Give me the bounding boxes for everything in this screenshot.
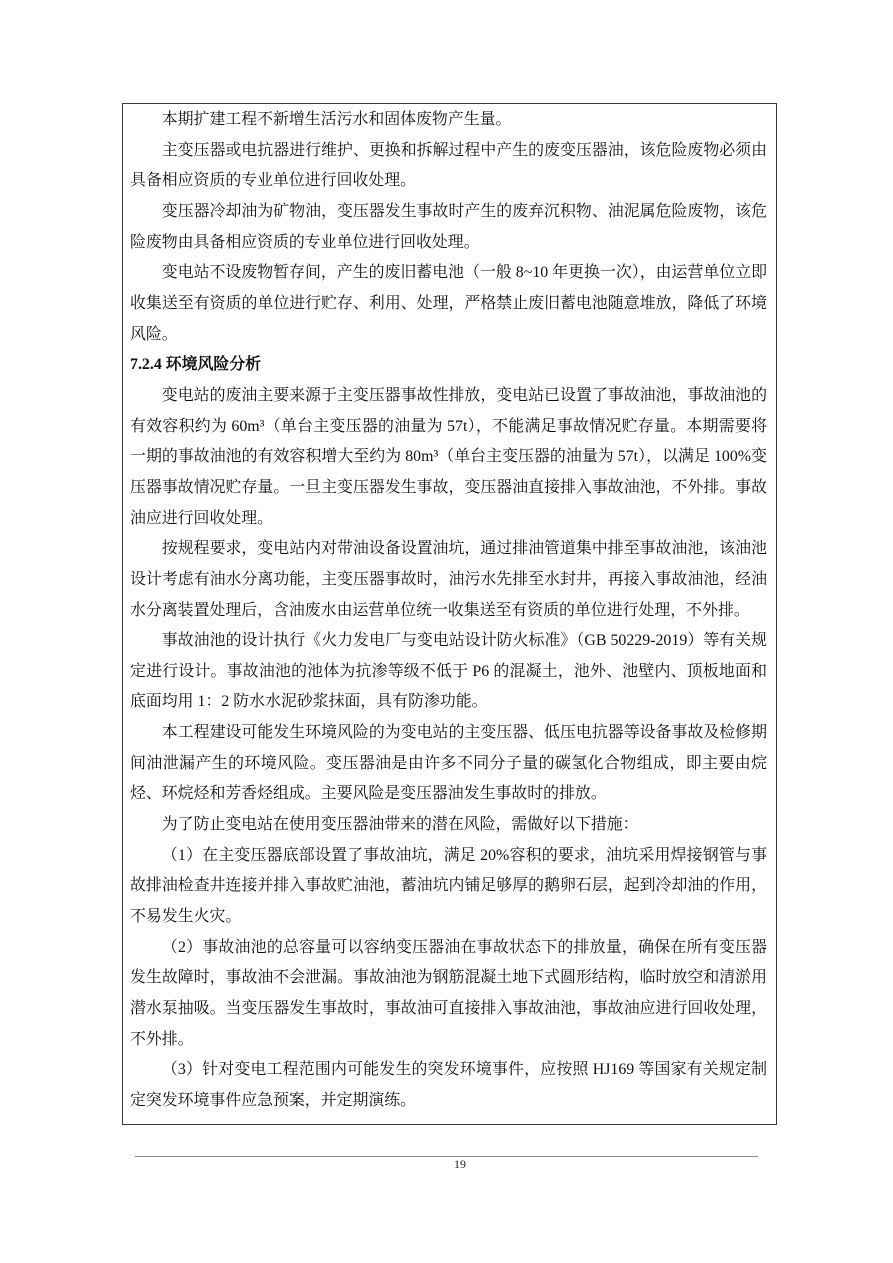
paragraph: 按规程要求，变电站内对带油设备设置油坑，通过排油管道集中排至事故油池，该油池设计考虑有油水分离功能，主变压器事故时，油污水先排至水封井，再接入事故油池，经油水分离装置处理后，含油废水由运营单位统一收集送至有资质的单位进行处理，不外排。 [130,540,767,619]
paragraph: 为了防止变电站在使用变压器油带来的潜在风险，需做好以下措施： [161,816,639,834]
content-box [122,103,777,1125]
paragraph: 本工程建设可能发生环境风险的为变电站的主变压器、低压电抗器等设备事故及检修期间油泄漏产生的环境风险。变压器油是由许多不同分子量的碳氢化合物组成，即主要由烷烃、环烷烃和芳香烃组成。主要风险是变压器油发生事故时的排放。 [130,724,767,803]
paragraph: 变电站不设废物暂存间，产生的废旧蓄电池（一般 8~10 年更换一次），由运营单位立即收集送至有资质的单位进行贮存、利用、处理，严格禁止废旧蓄电池随意堆放，降低了环境风险。 [130,264,767,343]
section-heading: 7.2.4 环境风险分析 [130,356,262,374]
measure-item: （2）事故油池的总容量可以容纳变压器油在事故状态下的排放量，确保在所有变压器发生故障时，事故油不会泄漏。事故油池为钢筋混凝土地下式圆形结构，临时放空和清淤用潜水泵抽吸。当变压器发生事故时，事故油可直接排入事故油池，事故油应进行回收处理，不外排。 [130,938,767,1048]
paragraph: 主变压器或电抗器进行维护、更换和拆解过程中产生的废变压器油，该危险废物必须由具备相应资质的专业单位进行回收处理。 [130,141,767,190]
page-number: 19 [454,1157,466,1171]
paragraph: 事故油池的设计执行《火力发电厂与变电站设计防火标准》（GB 50229-2019）等有关规定进行设计。事故油池的池体为抗渗等级不低于 P6 的混凝土，池外、池壁内、顶板地面和底面均用 1：2 防水水泥砂浆抹面，具有防渗功能。 [130,632,767,711]
paragraph: 变压器冷却油为矿物油，变压器发生事故时产生的废弃沉积物、油泥属危险废物，该危险废物由具备相应资质的专业单位进行回收处理。 [130,202,767,251]
paragraph: 本期扩建工程不新增生活污水和固体废物产生量。 [161,111,512,128]
measure-item: （3）针对变电工程范围内可能发生的突发环境事件，应按照 HJ169 等国家有关规定制定突发环境事件应急预案，并定期演练。 [130,1061,767,1109]
measure-item: （1）在主变压器底部设置了事故油坑，满足 20%容积的要求，油坑采用焊接钢管与事故排油检查井连接并排入事故贮油池，蓄油坑内铺足够厚的鹅卵石层，起到冷却油的作用，不易发生火灾。 [130,846,767,926]
paragraph: 变电站的废油主要来源于主变压器事故性排放，变电站已设置了事故油池，事故油池的有效容积约为 60m³（单台主变压器的油量为 57t），不能满足事故情况贮存量。本期需要将一期的事故油池的有效容积增大至约为 80m³（单台主变压器的油量为 57t），以满足 100%变压器事故情况贮存量。一旦主变压器发生事故，变压器油直接排入事故油池，不外排。事故油应进行回收处理。 [130,386,767,527]
